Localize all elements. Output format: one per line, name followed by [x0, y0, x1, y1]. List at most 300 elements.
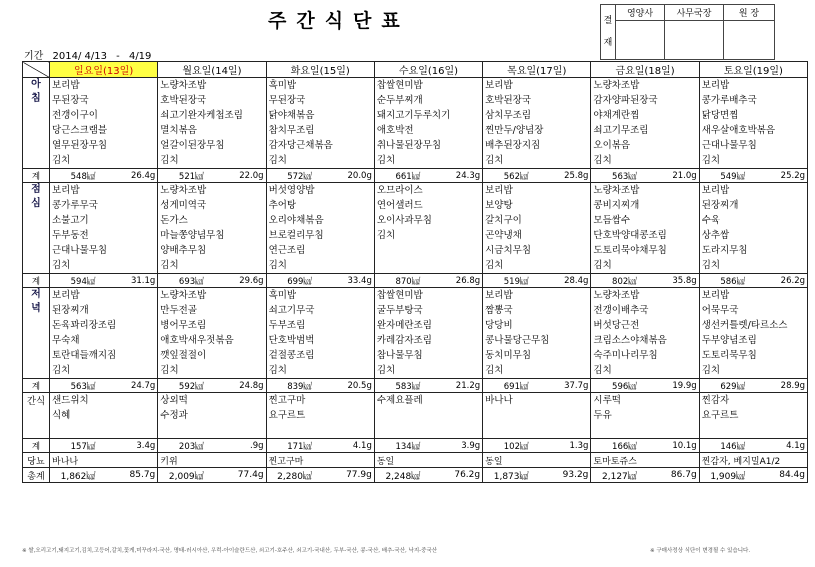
total-values [269, 170, 372, 182]
total-cell [483, 379, 591, 393]
menu-item: 노량차조밥 [160, 80, 207, 91]
menu-item: 어묵무국 [701, 305, 739, 316]
snack-label: 간식 [23, 393, 50, 439]
total-protein: 10.1g [672, 440, 697, 451]
menu-item: 전갱이배추국 [593, 305, 649, 316]
menu-item: 흑미밥 [268, 80, 297, 91]
menu-item: 돈육꽈리장조림 [52, 320, 117, 331]
grand-total-kcal: 1,909㎉ [710, 471, 746, 482]
menu-item: 김치 [376, 365, 396, 376]
menu-item: 김치 [376, 230, 396, 241]
menu-item: 노량차조밥 [593, 185, 640, 196]
snack-cell [374, 393, 482, 439]
menu-item: 보리밥 [52, 80, 80, 91]
total-kcal: 802㎉ [612, 276, 637, 287]
grand-total-row [23, 468, 808, 483]
menu-item: 모듬쌈수 [593, 215, 631, 226]
menu-item: 보양탕 [485, 200, 513, 211]
menu-item: 김치 [160, 155, 179, 166]
menu-item: 배추된장지짐 [485, 140, 541, 151]
menu-cell [266, 78, 374, 169]
total-values [377, 170, 480, 182]
menu-item: 노량차조밥 [160, 185, 207, 196]
menu-item: 쇠고기무국 [268, 305, 315, 316]
menu-item: 취나물된장무침 [376, 140, 442, 151]
menu-item: 두부동전 [52, 230, 89, 241]
total-label: 계 [23, 379, 50, 393]
weekly-menu-table [22, 61, 808, 483]
total-values [485, 440, 588, 452]
total-values [485, 275, 588, 287]
menu-item: 마늘쫑양념무침 [160, 230, 225, 241]
total-values [52, 170, 155, 182]
snack-item [377, 408, 480, 423]
total-values [593, 380, 696, 392]
total-cell [50, 169, 158, 183]
menu-item: 노량차조밥 [160, 290, 207, 301]
total-label: 계 [23, 169, 50, 183]
menu-item: 열무된장무침 [52, 140, 108, 151]
grand-total-kcal: 2,127㎉ [602, 471, 637, 482]
day-header-wed: 수요일(16일) [374, 62, 482, 78]
total-kcal: 661㎉ [395, 171, 421, 182]
spacer [485, 423, 588, 438]
menu-cell [483, 288, 591, 379]
footnote-change: ※ 구매사정상 식단이 변경될 수 있습니다. [650, 548, 751, 554]
total-protein: 20.0g [347, 170, 372, 181]
total-protein: 26.2g [780, 275, 805, 286]
menu-item: 도라지무침 [701, 245, 748, 256]
menu-item: 도토리묵야채무침 [593, 245, 667, 256]
total-kcal: 134㎉ [395, 441, 421, 452]
total-protein: 21.0g [672, 170, 697, 181]
grand-total-cell [591, 468, 699, 483]
grand-total-protein: 84.4g [779, 470, 805, 480]
menu-item: 돼지고기두루치기 [376, 110, 451, 121]
grand-total-protein: 86.7g [670, 470, 697, 480]
approval-sign-director[interactable] [724, 21, 775, 60]
menu-cell [158, 288, 266, 379]
total-cell [158, 379, 266, 393]
total-values [593, 275, 696, 287]
breakfast-label: 아 침 [23, 78, 50, 169]
total-protein: 25.8g [564, 170, 589, 181]
total-cell [374, 274, 482, 288]
menu-cell [483, 78, 591, 169]
page-title: 주간식단표 [268, 10, 410, 32]
menu-item: 쇠고기완자케첩조림 [160, 110, 243, 121]
total-cell [699, 274, 807, 288]
menu-cell [483, 183, 591, 274]
total-protein: 29.6g [239, 275, 264, 286]
total-values [52, 440, 155, 452]
menu-item: 김치 [485, 260, 504, 271]
total-values [377, 275, 480, 287]
snack-total-row [23, 439, 808, 453]
menu-item: 완자메란조림 [376, 320, 432, 331]
menu-item: 콩가루무국 [52, 200, 98, 211]
menu-item: 닭당면찜 [701, 110, 739, 121]
total-cell [483, 274, 591, 288]
total-values [702, 380, 805, 392]
menu-item: 연근조림 [268, 245, 306, 256]
menu-item: 호박된장국 [160, 95, 207, 106]
total-protein: 25.2g [780, 170, 805, 181]
total-protein: 26.4g [130, 170, 156, 181]
grand-total-values [269, 469, 372, 482]
diabetic-label: 당뇨 [23, 453, 50, 468]
menu-item: 깻잎절절이 [160, 350, 207, 361]
total-protein: 33.4g [347, 275, 372, 286]
menu-item: 만두전골 [160, 305, 197, 316]
total-values [269, 440, 372, 452]
total-cell [50, 379, 158, 393]
menu-item: 김치 [485, 365, 504, 376]
menu-item: 새우살애호박볶음 [701, 125, 776, 136]
menu-item: 김치 [160, 365, 179, 376]
approval-role-director: 원 장 [724, 5, 775, 21]
total-protein: 24.8g [239, 380, 264, 391]
total-kcal: 629㎉ [720, 381, 746, 392]
total-protein: 26.8g [455, 275, 481, 286]
spacer [160, 423, 263, 438]
total-kcal: 586㎉ [720, 276, 746, 287]
menu-item: 성게미역국 [160, 200, 207, 211]
approval-box [600, 4, 775, 60]
snack-item: 샌드위치 [52, 395, 89, 406]
menu-item: 김치 [593, 365, 612, 376]
total-cell [699, 169, 807, 183]
diabetic-cell: 키위 [158, 453, 266, 468]
menu-item: 애호박새우젓볶음 [160, 335, 234, 346]
total-values [377, 380, 480, 392]
menu-item: 찹쌀현미밥 [376, 290, 423, 301]
total-kcal: 563㎉ [70, 381, 96, 392]
menu-item: 갈치구이 [485, 215, 522, 226]
approval-role-manager: 사무국장 [665, 5, 724, 21]
total-kcal: 596㎉ [612, 381, 637, 392]
total-cell [699, 379, 807, 393]
total-protein: 31.1g [130, 275, 156, 286]
day-header-row [23, 62, 808, 78]
snack-item: 시루떡 [593, 395, 621, 406]
menu-item: 김치 [268, 365, 287, 376]
grand-total-cell [699, 468, 807, 483]
total-cell [266, 169, 374, 183]
menu-item: 콩나물당근무침 [485, 335, 550, 346]
menu-cell [50, 183, 158, 274]
total-protein: 22.0g [239, 170, 264, 181]
menu-item: 호박된장국 [485, 95, 532, 106]
total-kcal: 519㎉ [503, 276, 529, 287]
diabetic-cell: 동일 [374, 453, 482, 468]
total-cell [50, 274, 158, 288]
menu-item: 겉절콩조림 [268, 350, 315, 361]
period-sep: - [116, 51, 120, 62]
snack-item: 요구르트 [268, 410, 306, 421]
total-cell [374, 439, 482, 453]
spacer [377, 423, 480, 438]
menu-item: 김치 [376, 155, 396, 166]
grand-total-protein: 77.9g [346, 470, 372, 480]
total-protein: 24.7g [130, 380, 156, 391]
menu-cell [591, 183, 699, 274]
total-values [485, 380, 588, 392]
menu-item: 당근스크램블 [52, 125, 108, 136]
menu-item: 애호박전 [376, 125, 414, 136]
grand-total-cell [266, 468, 374, 483]
menu-item: 삼치무조림 [485, 110, 532, 121]
spacer [52, 423, 155, 438]
total-values [160, 440, 263, 452]
total-values [485, 170, 588, 182]
corner-cell [23, 62, 50, 78]
snack-item: 식혜 [52, 410, 71, 421]
dinner-row [23, 288, 808, 379]
total-kcal: 572㎉ [287, 171, 312, 182]
menu-item: 병어무조림 [160, 320, 207, 331]
total-protein: 21.2g [455, 380, 481, 391]
total-kcal: 166㎉ [612, 441, 637, 452]
day-header-sun: 일요일(13일) [50, 62, 158, 78]
diabetic-cell: 바나나 [50, 453, 158, 468]
menu-item: 보리밥 [485, 290, 513, 301]
diabetic-cell: 토마토쥬스 [591, 453, 699, 468]
menu-item: 쇠고기무조림 [593, 125, 649, 136]
total-label: 계 [23, 274, 50, 288]
total-values [269, 380, 372, 392]
grand-total-cell [158, 468, 266, 483]
menu-item: 무된장국 [52, 95, 89, 106]
grand-total-protein: 77.4g [237, 470, 264, 480]
menu-item: 김치 [485, 155, 504, 166]
menu-item: 토란대들깨지짐 [52, 350, 117, 361]
snack-item: 바나나 [485, 395, 513, 406]
menu-item: 단호박양대콩조림 [593, 230, 667, 241]
menu-item: 보리밥 [52, 290, 80, 301]
snack-item: 수정과 [160, 410, 188, 421]
menu-item: 김치 [593, 155, 612, 166]
total-protein: 4.1g [352, 440, 372, 451]
total-cell [374, 169, 482, 183]
grand-total-kcal: 1,862㎉ [60, 471, 96, 482]
menu-cell [699, 78, 807, 169]
menu-item: 상추쌈 [701, 230, 730, 241]
menu-cell [266, 288, 374, 379]
menu-item: 순두부찌개 [376, 95, 423, 106]
total-protein: 28.9g [780, 380, 805, 391]
total-cell [483, 439, 591, 453]
menu-item: 수육 [701, 215, 721, 226]
total-cell [158, 439, 266, 453]
total-cell [591, 274, 699, 288]
total-cell [266, 274, 374, 288]
total-kcal: 563㎉ [612, 171, 637, 182]
total-kcal: 594㎉ [70, 276, 96, 287]
approval-sign-manager[interactable] [665, 21, 724, 60]
spacer [702, 423, 805, 438]
menu-item: 김치 [52, 155, 71, 166]
total-values [160, 275, 263, 287]
snack-item: 요구르트 [701, 410, 739, 421]
day-header-thu: 목요일(17일) [483, 62, 591, 78]
menu-item: 보리밥 [701, 290, 730, 301]
menu-item: 소불고기 [52, 215, 89, 226]
total-kcal: 102㎉ [503, 441, 529, 452]
menu-item: 된장찌개 [701, 200, 739, 211]
menu-cell [374, 288, 482, 379]
menu-item: 보리밥 [52, 185, 80, 196]
menu-item: 김치 [268, 260, 287, 271]
menu-item: 김치 [701, 155, 721, 166]
total-values [702, 275, 805, 287]
total-cell [483, 169, 591, 183]
grand-total-values [52, 469, 155, 482]
menu-item: 감자양파된장국 [593, 95, 658, 106]
menu-item: 멸치볶음 [160, 125, 197, 136]
total-kcal: 562㎉ [503, 171, 529, 182]
menu-item: 두부조림 [268, 320, 306, 331]
total-values [702, 440, 805, 452]
menu-item: 근대나물무침 [52, 245, 108, 256]
snack-row [23, 393, 808, 439]
menu-item: 양배추무침 [160, 245, 207, 256]
total-values [160, 170, 263, 182]
menu-item: 찹쌀현미밥 [376, 80, 423, 91]
total-values [160, 380, 263, 392]
menu-item: 돈가스 [160, 215, 188, 226]
menu-item: 참나물무침 [376, 350, 423, 361]
menu-item: 노량차조밥 [593, 80, 640, 91]
menu-cell [591, 288, 699, 379]
grand-total-cell [50, 468, 158, 483]
breakfast-row [23, 78, 808, 169]
menu-item: 보리밥 [485, 185, 513, 196]
total-cell [266, 379, 374, 393]
total-kcal: 146㎉ [720, 441, 746, 452]
grand-total-values [593, 469, 696, 482]
snack-item: 상외떡 [160, 395, 188, 406]
menu-item: 버섯영양밥 [268, 185, 315, 196]
period-start: 2014/ 4/13 [52, 51, 107, 62]
menu-item [377, 243, 480, 258]
day-header-sat: 토요일(19일) [699, 62, 807, 78]
menu-cell [158, 78, 266, 169]
menu-item: 야채계란찜 [593, 110, 640, 121]
menu-item: 굴두부탕국 [376, 305, 423, 316]
total-protein: 3.4g [136, 440, 156, 451]
menu-item: 김치 [268, 155, 287, 166]
total-kcal: 839㎉ [287, 381, 312, 392]
approval-role-dietitian: 영양사 [616, 5, 665, 21]
total-values [52, 275, 155, 287]
total-kcal: 549㎉ [720, 171, 746, 182]
snack-item: 두유 [593, 410, 612, 421]
lunch-total-row [23, 274, 808, 288]
grand-total-kcal: 2,248㎉ [385, 471, 421, 482]
menu-item [377, 258, 480, 273]
snack-cell [50, 393, 158, 439]
total-values [593, 440, 696, 452]
total-cell [699, 439, 807, 453]
menu-item: 감자당근채볶음 [268, 140, 333, 151]
grand-total-protein: 76.2g [454, 470, 481, 480]
menu-item: 참치무조림 [268, 125, 315, 136]
total-protein: 24.3g [455, 170, 481, 181]
total-cell [50, 439, 158, 453]
grand-total-values [702, 469, 805, 482]
menu-item: 단호박범벅 [268, 335, 315, 346]
grand-total-cell [374, 468, 482, 483]
menu-item: 닭야채볶음 [268, 110, 315, 121]
total-kcal: 171㎉ [287, 441, 312, 452]
total-values [593, 170, 696, 182]
snack-item: 찐감자 [701, 395, 730, 406]
footnote-origin: ※ 쌀,오리고기,돼지고기,김치,고등어,갈치,꽃게,미꾸라지-국산, 명태-러시아산, 우럭-아이슬란드산, 쇠고기-호주산, 쇠고기-국내산, 두부-국산, 콩-국산, 배추-국산, 낙지-중국산 [22, 548, 438, 554]
approval-sign-dietitian[interactable] [616, 21, 665, 60]
menu-item: 김치 [52, 365, 71, 376]
snack-item [485, 408, 588, 423]
total-protein: 4.1g [786, 440, 805, 451]
snack-item: 찐고구마 [268, 395, 306, 406]
total-cell [266, 439, 374, 453]
total-kcal: 592㎉ [178, 381, 204, 392]
total-kcal: 157㎉ [70, 441, 96, 452]
total-kcal: 691㎉ [503, 381, 529, 392]
grand-total-protein: 93.2g [562, 470, 589, 480]
total-protein: 1.3g [569, 440, 589, 451]
menu-item: 보리밥 [701, 185, 730, 196]
grand-total-label: 총계 [23, 468, 50, 483]
menu-item: 추어탕 [268, 200, 297, 211]
total-values [377, 440, 480, 452]
snack-cell [483, 393, 591, 439]
menu-item: 오이사과무침 [376, 215, 432, 226]
total-kcal: 521㎉ [178, 171, 204, 182]
total-protein: .9g [250, 440, 264, 451]
menu-item: 오므라이스 [376, 185, 423, 196]
dinner-total-row [23, 379, 808, 393]
lunch-row [23, 183, 808, 274]
total-protein: 19.9g [672, 380, 697, 391]
menu-item: 도토리묵무침 [701, 350, 757, 361]
total-cell [591, 169, 699, 183]
total-kcal: 583㎉ [395, 381, 421, 392]
menu-item: 브로컬리무침 [268, 230, 324, 241]
grand-total-values [160, 469, 263, 482]
snack-cell [699, 393, 807, 439]
total-cell [158, 274, 266, 288]
menu-cell [374, 78, 482, 169]
menu-item: 숙주미나리무침 [593, 350, 658, 361]
menu-item: 동치미무침 [485, 350, 532, 361]
menu-cell [50, 78, 158, 169]
diabetic-row [23, 453, 808, 468]
total-kcal: 203㎉ [178, 441, 204, 452]
menu-item: 크림소스야채볶음 [593, 335, 667, 346]
menu-item: 콩가루배추국 [701, 95, 757, 106]
diabetic-cell: 찐고구마 [266, 453, 374, 468]
menu-item: 짬뽕국 [485, 305, 513, 316]
grand-total-kcal: 2,009㎉ [168, 471, 204, 482]
period [24, 47, 157, 62]
total-protein: 3.9g [461, 440, 481, 451]
day-header-mon: 월요일(14일) [158, 62, 266, 78]
menu-item: 흑미밥 [268, 290, 297, 301]
grand-total-protein: 85.7g [129, 470, 156, 480]
menu-item: 김치 [701, 365, 721, 376]
menu-item: 곤약냉채 [485, 230, 522, 241]
